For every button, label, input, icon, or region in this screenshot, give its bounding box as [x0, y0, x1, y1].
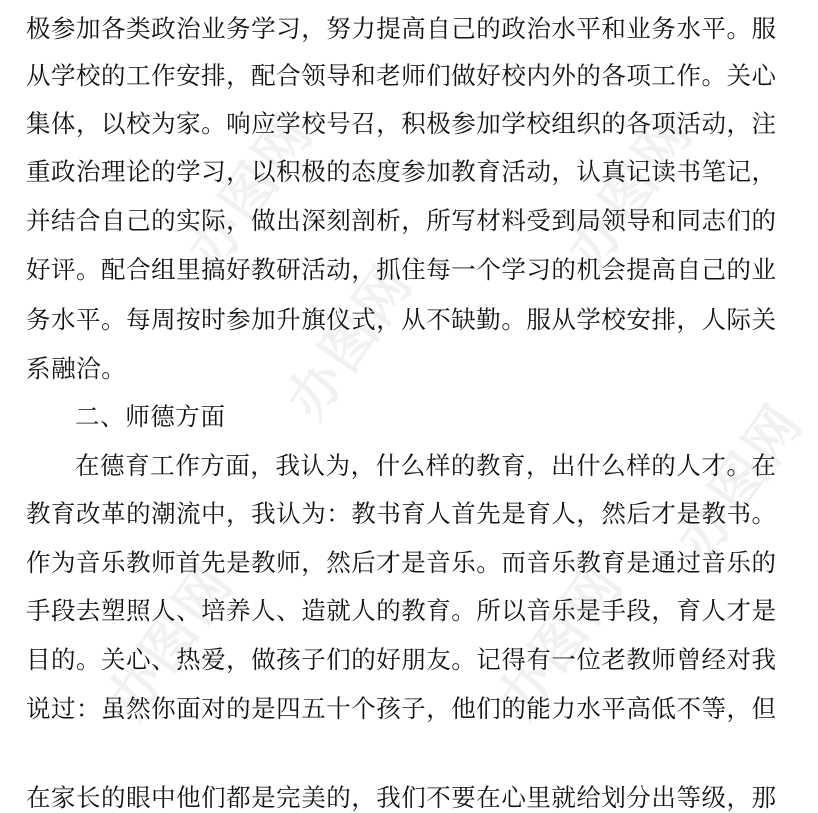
watermark-4: 办图网 — [94, 551, 246, 731]
watermark-3: 办图网 — [274, 251, 426, 431]
section-heading: 二、师德方面 — [75, 402, 226, 431]
text-line: 务水平。每周按时参加升旗仪式，从不缺勤。服从学校安排，人际关 — [26, 305, 776, 334]
text-line: 从学校的工作安排，配合领导和老师们做好校内外的各项工作。关心 — [26, 61, 776, 90]
watermark-5: 办图网 — [484, 551, 636, 731]
text-line: 在德育工作方面，我认为，什么样的教育，出什么样的人才。在 — [75, 451, 776, 480]
text-line: 并结合自己的实际，做出深刻剖析，所写材料受到局领导和同志们的 — [26, 206, 776, 235]
text-line: 作为音乐教师首先是教师，然后才是音乐。而音乐教育是通过音乐的 — [26, 548, 776, 577]
text-line: 系融洽。 — [26, 354, 127, 383]
text-line: 重政治理论的学习，以积极的态度参加教育活动，认真记读书笔记， — [26, 157, 776, 186]
watermark-2: 办图网 — [554, 101, 706, 281]
text-line: 教育改革的潮流中，我认为：教书育人首先是育人，然后才是教书。 — [26, 499, 776, 528]
text-line: 集体，以校为家。响应学校号召，积极参加学校组织的各项活动，注 — [26, 109, 776, 138]
watermark-6: 办图网 — [664, 391, 816, 571]
text-line: 极参加各类政治业务学习，努力提高自己的政治水平和业务水平。服 — [26, 14, 776, 43]
text-line: 好评。配合组里搞好教研活动，抓住每一个学习的机会提高自己的业 — [26, 255, 776, 284]
text-line: 在家长的眼中他们都是完美的，我们不要在心里就给划分出等级，那 — [26, 783, 776, 812]
watermark-1: 办图网 — [174, 101, 326, 281]
text-line: 说过：虽然你面对的是四五十个孩子，他们的能力水平高低不等，但 — [26, 694, 776, 723]
text-line: 目的。关心、热爱，做孩子们的好朋友。记得有一位老教师曾经对我 — [26, 645, 776, 674]
text-line: 手段去塑照人、培养人、造就人的教育。所以音乐是手段，育人才是 — [26, 596, 776, 625]
